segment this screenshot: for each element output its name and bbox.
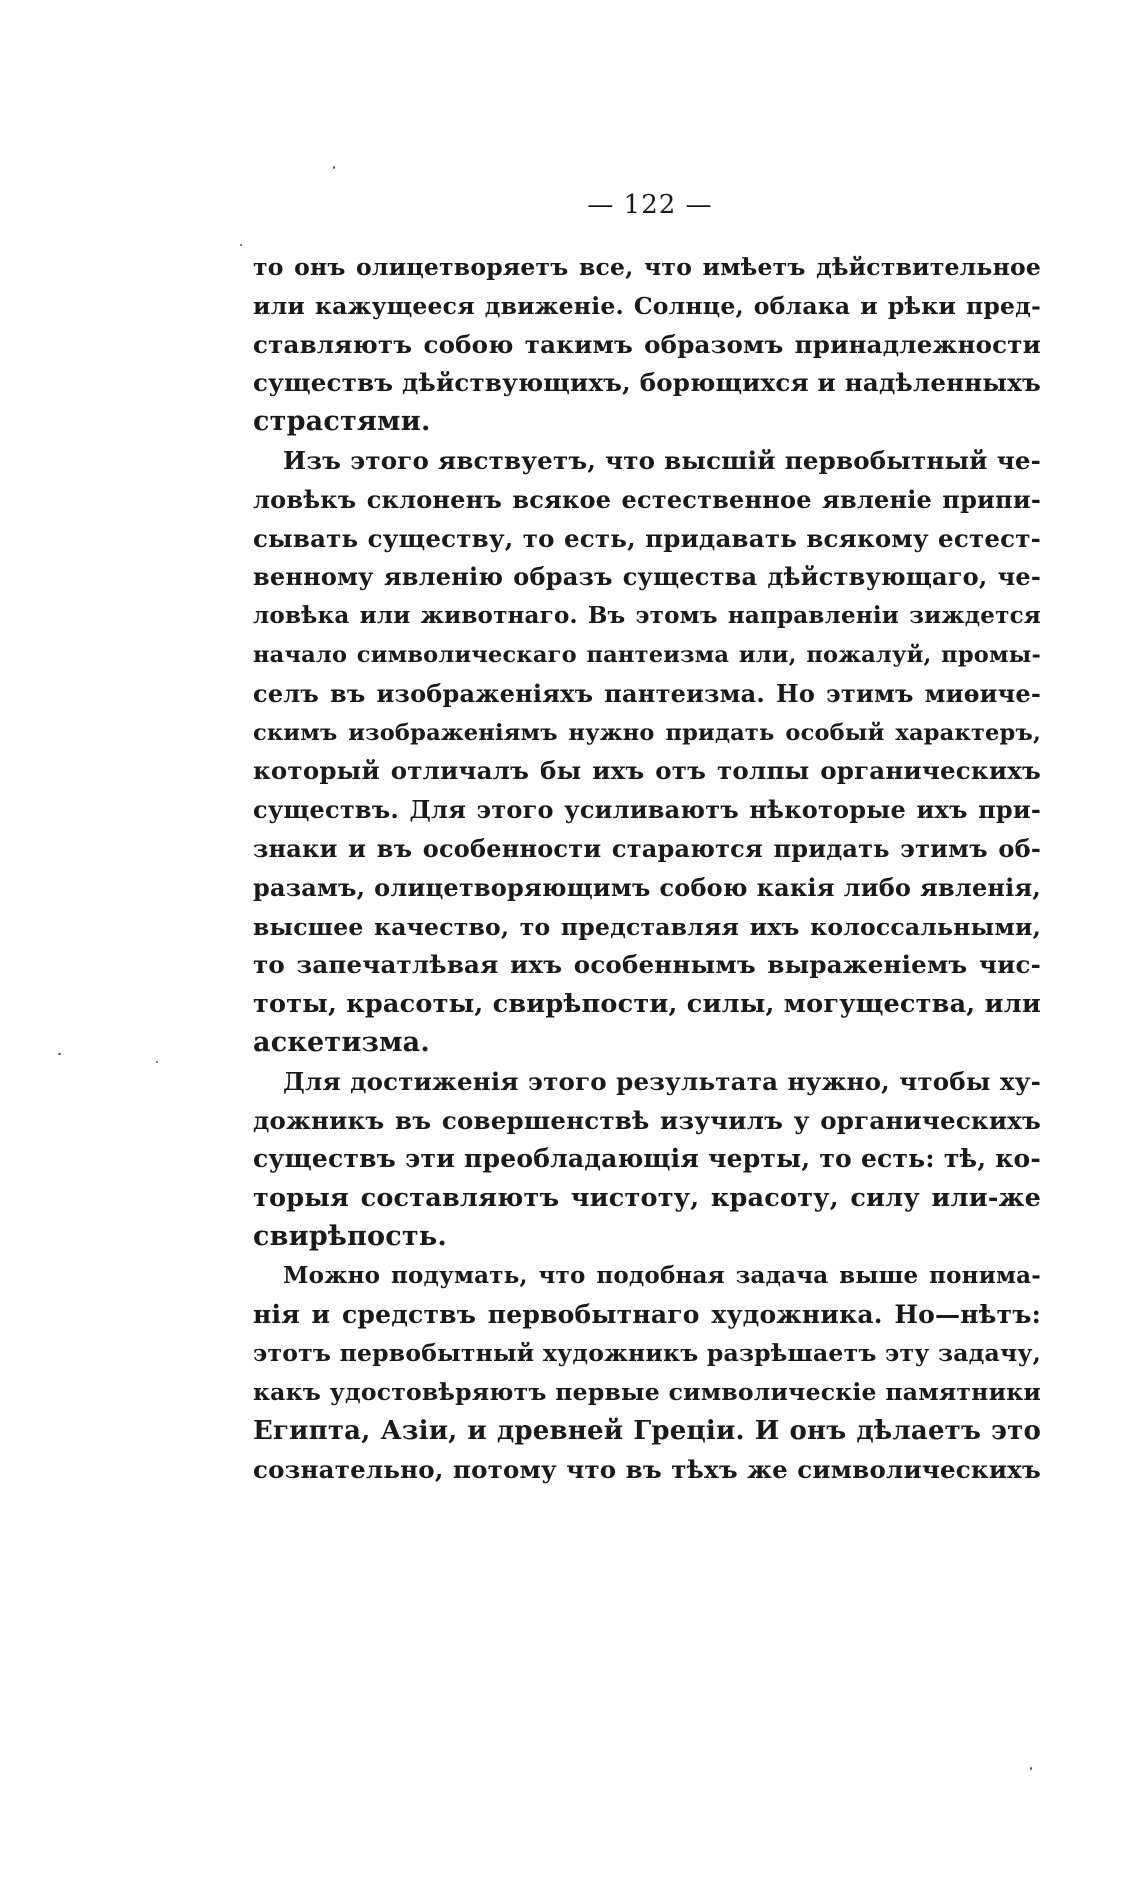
text-line: этотъ первобытный художникъ разрѣшаетъ эту задачу, — [253, 1339, 1041, 1368]
text-line: страстями. — [253, 406, 431, 438]
scan-speck — [156, 1061, 158, 1063]
text-line: или кажущееся движеніе. Солнце, облака и рѣки пред- — [253, 291, 1041, 320]
text-line: разамъ, олицетворяющимъ собою какія либо явленія, — [253, 872, 1041, 902]
scan-speck — [333, 166, 335, 169]
text-line: ловѣкъ склоненъ всякое естественное явленіе припи- — [253, 484, 1041, 514]
text-line: существъ дѣйствующихъ, борющихся и надѣленныхъ — [253, 368, 1041, 398]
text-line: сывать существу, то есть, придавать всякому естест- — [253, 523, 1041, 553]
text-line: существъ эти преобладающія черты, то есть: тѣ, ко- — [253, 1144, 1041, 1174]
text-line: селъ въ изображеніяхъ пантеизма. Но этимъ миѳиче- — [253, 678, 1041, 708]
text-line: скимъ изображеніямъ нужно придать особый характеръ, — [253, 719, 1041, 746]
text-line: нія и средствъ первобытнаго художника. Но—нѣтъ: — [253, 1299, 1041, 1329]
text-line: ловѣка или животнаго. Въ этомъ направленіи зиждется — [253, 602, 1041, 630]
text-line: тоты, красоты, свирѣпости, силы, могущества, или — [253, 989, 1041, 1020]
text-line: сознательно, потому что въ тѣхъ же символическихъ — [253, 1454, 1041, 1484]
text-line: венному явленію образъ существа дѣйствующаго, че- — [253, 562, 1041, 592]
text-line: свирѣпость. — [253, 1220, 447, 1252]
text-line: высшее качество, то представляя ихъ колоссальными, — [253, 912, 1041, 941]
page-number: — 122 — — [587, 190, 713, 220]
text-line: какъ удостовѣряютъ первые символическіе памятники — [253, 1378, 1041, 1407]
text-line: ставляютъ собою такимъ образомъ принадлежности — [253, 329, 1041, 359]
text-line: торыя составляютъ чистоту, красоту, силу или-же — [253, 1183, 1041, 1214]
scan-speck — [1030, 1767, 1032, 1770]
scan-speck — [58, 1053, 61, 1055]
text-line: дожникъ въ совершенствѣ изучилъ у органическихъ — [253, 1105, 1041, 1135]
text-line: начало символическаго пантеизма или, пожалуй, промы- — [253, 641, 1041, 668]
scan-speck — [240, 244, 242, 246]
text-line: Можно подумать, что подобная задача выше понима- — [283, 1261, 1041, 1289]
text-line: то запечатлѣвая ихъ особеннымъ выраженіемъ чис- — [253, 950, 1041, 980]
text-line: Изъ этого явствуетъ, что высшій первобытный че- — [283, 445, 1041, 475]
body-text — [253, 248, 1041, 1490]
text-line: Египта, Азіи, и древней Греціи. И онъ дѣлаетъ это — [253, 1415, 1041, 1446]
text-line: аскетизма. — [253, 1026, 430, 1058]
text-line: знаки и въ особенности стараются придать этимъ об- — [253, 833, 1041, 863]
text-line: Для достиженія этого результата нужно, чтобы ху- — [283, 1066, 1041, 1096]
text-line: существъ. Для этого усиливаютъ нѣкоторые ихъ при- — [253, 795, 1041, 825]
text-line: то онъ олицетворяетъ все, что имѣетъ дѣйствительное — [253, 253, 1041, 281]
text-line: который отличалъ бы ихъ отъ толпы органическихъ — [253, 756, 1041, 786]
